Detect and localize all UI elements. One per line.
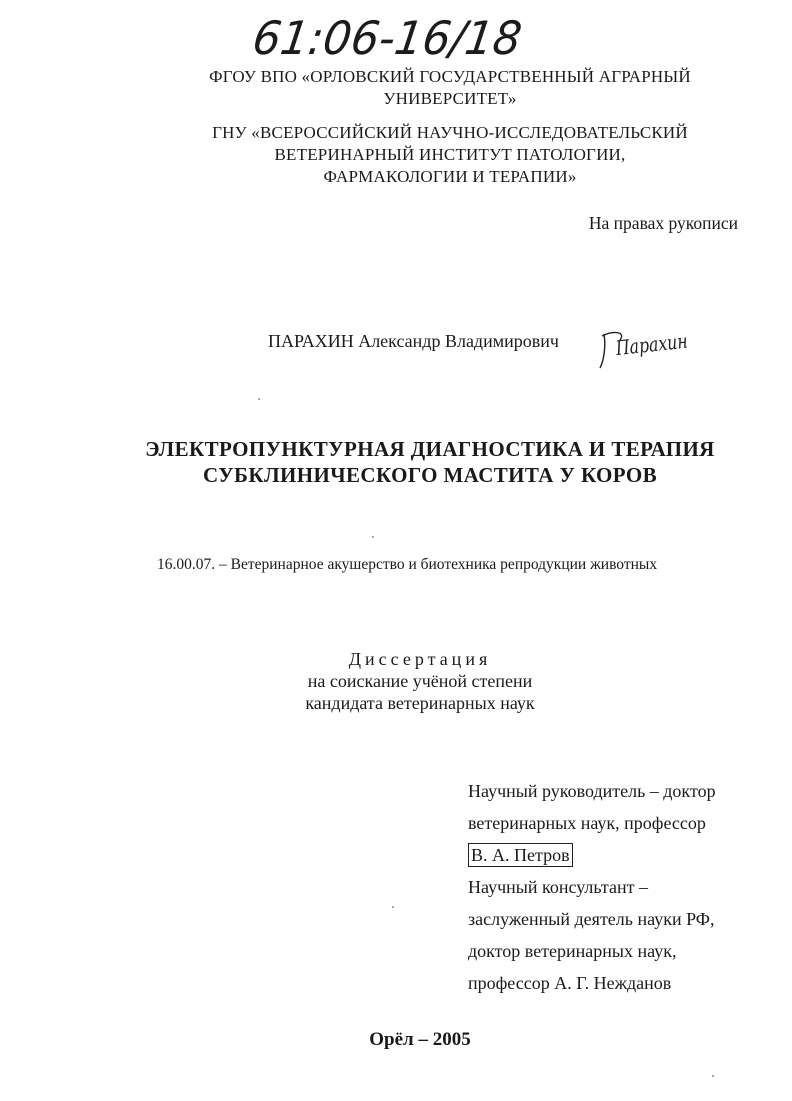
university-line-2: УНИВЕРСИТЕТ» bbox=[383, 89, 517, 108]
institute-line-2: ВЕТЕРИНАРНЫЙ ИНСТИТУТ ПАТОЛОГИИ, bbox=[274, 145, 626, 164]
dissertation-title bbox=[100, 436, 760, 488]
dissertation-type: Диссертация bbox=[348, 649, 492, 669]
university-line-1: ФГОУ ВПО «ОРЛОВСКИЙ ГОСУДАРСТВЕННЫЙ АГРАРНЫЙ bbox=[209, 67, 691, 86]
supervisor-name-row bbox=[468, 839, 738, 871]
author-signature bbox=[596, 326, 709, 370]
university-block bbox=[150, 66, 750, 110]
author-name: ПАРАХИН Александр Владимирович bbox=[268, 331, 559, 351]
scan-speck bbox=[372, 536, 374, 538]
consultant-line-3: профессор А. Г. Нежданов bbox=[468, 973, 672, 993]
title-line-2: СУБКЛИНИЧЕСКОГО МАСТИТА У КОРОВ bbox=[202, 463, 658, 487]
degree-line-1: на соискание учёной степени bbox=[307, 671, 533, 691]
consultant-line-2: доктор ветеринарных наук, bbox=[468, 941, 677, 961]
consultant-line-1: заслуженный деятель науки РФ, bbox=[468, 909, 715, 929]
scan-speck bbox=[392, 906, 394, 908]
consultant-label: Научный консультант – bbox=[468, 877, 648, 897]
handwritten-archive-code bbox=[250, 4, 540, 66]
supervisor-line-2: ветеринарных наук, профессор bbox=[468, 813, 706, 833]
institute-line-3: ФАРМАКОЛОГИИ И ТЕРАПИИ» bbox=[323, 167, 577, 186]
dissertation-type-block bbox=[220, 648, 620, 714]
signature-text: Парахин bbox=[614, 326, 709, 361]
scan-speck bbox=[258, 398, 260, 400]
title-line-1: ЭЛЕКТРОПУНКТУРНАЯ ДИАГНОСТИКА И ТЕРАПИЯ bbox=[145, 437, 715, 461]
institute-line-1: ГНУ «ВСЕРОССИЙСКИЙ НАУЧНО-ИССЛЕДОВАТЕЛЬСКИЙ bbox=[212, 123, 688, 142]
handwritten-code-text: 61:06-16/18 bbox=[249, 11, 539, 65]
institute-block bbox=[150, 122, 750, 188]
supervisor-name: В. А. Петров bbox=[468, 843, 573, 867]
supervisor-line-1: Научный руководитель – доктор bbox=[468, 781, 716, 801]
specialty-code: 16.00.07. – Ветеринарное акушерство и биотехника репродукции животных bbox=[157, 556, 658, 573]
scan-speck bbox=[712, 1075, 714, 1077]
city-year: Орёл – 2005 bbox=[369, 1029, 471, 1050]
manuscript-note: На правах рукописи bbox=[588, 213, 738, 233]
degree-line-2: кандидата ветеринарных наук bbox=[305, 693, 535, 713]
supervisors-block bbox=[468, 775, 738, 999]
